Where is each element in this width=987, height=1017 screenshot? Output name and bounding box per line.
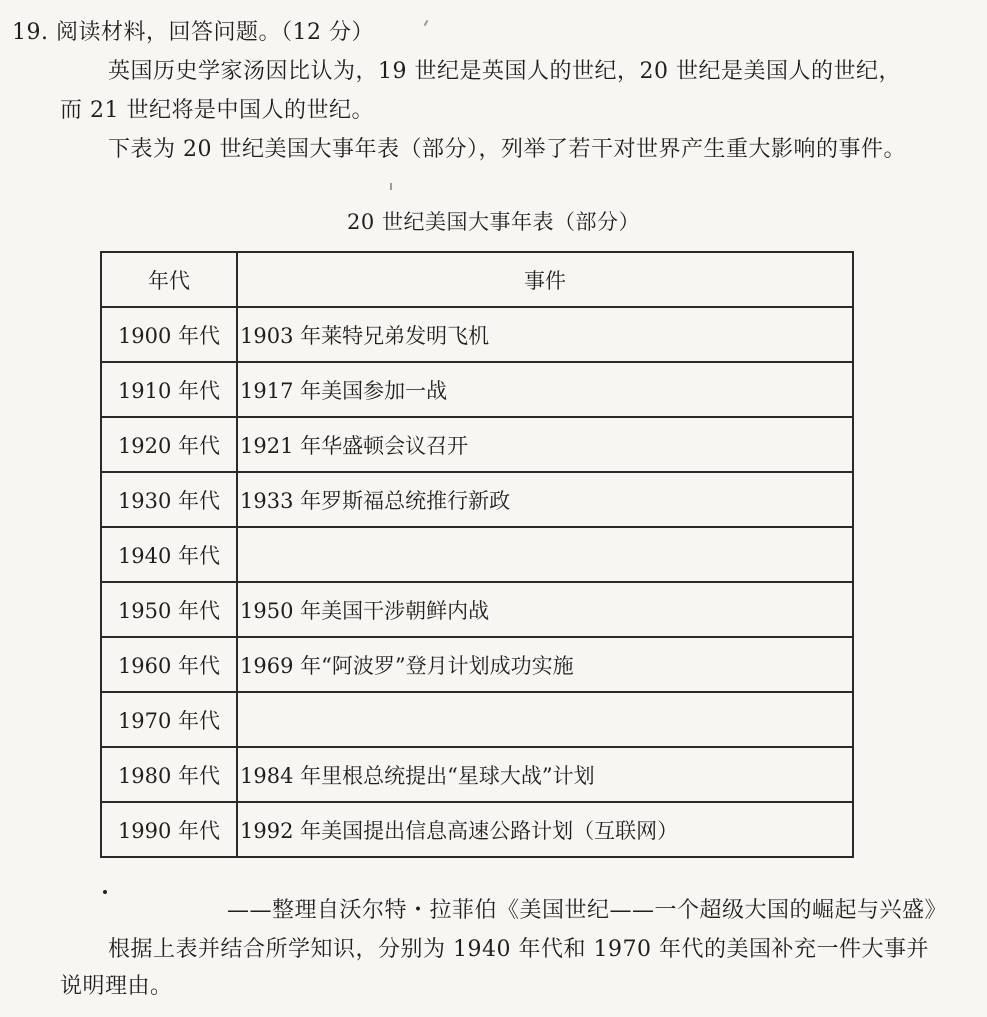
table-row	[101, 747, 853, 802]
event-cell-blank	[237, 692, 853, 747]
scan-speck	[424, 20, 429, 26]
question-prompt-line-1: 根据上表并结合所学知识，分别为 1940 年代和 1970 年代的美国补充一件大事并	[108, 937, 929, 962]
table-row	[101, 307, 853, 362]
event-cell: 1903 年莱特兄弟发明飞机	[237, 307, 853, 362]
material-paragraph-2: 下表为 20 世纪美国大事年表（部分），列举了若干对世界产生重大影响的事件。	[108, 137, 906, 162]
material-paragraph-1-line-1: 英国历史学家汤因比认为，19 世纪是英国人的世纪，20 世纪是美国人的世纪，	[108, 59, 901, 84]
table-row	[101, 527, 853, 582]
decade-cell: 1960 年代	[101, 637, 237, 692]
event-cell: 1933 年罗斯福总统推行新政	[237, 472, 853, 527]
event-cell: 1992 年美国提出信息高速公路计划（互联网）	[237, 802, 853, 857]
event-cell: 1950 年美国干涉朝鲜内战	[237, 582, 853, 637]
event-cell-blank	[237, 527, 853, 582]
table-header-row	[101, 252, 853, 307]
header-decade: 年代	[101, 252, 237, 307]
event-cell: 1917 年美国参加一战	[237, 362, 853, 417]
decade-cell: 1900 年代	[101, 307, 237, 362]
decade-cell: 1990 年代	[101, 802, 237, 857]
event-cell: 1921 年华盛顿会议召开	[237, 417, 853, 472]
scan-speck	[390, 183, 392, 190]
source-citation: ——整理自沃尔特・拉菲伯《美国世纪——一个超级大国的崛起与兴盛》	[226, 898, 947, 923]
table-row	[101, 362, 853, 417]
decade-cell: 1910 年代	[101, 362, 237, 417]
table-row	[101, 582, 853, 637]
table-row	[101, 692, 853, 747]
table-row	[101, 417, 853, 472]
material-paragraph-1-line-2: 而 21 世纪将是中国人的世纪。	[60, 98, 374, 123]
events-table	[100, 251, 854, 858]
bullet-dot	[103, 890, 107, 894]
question-header: 19. 阅读材料，回答问题。（12 分）	[12, 20, 374, 45]
event-cell: 1984 年里根总统提出“星球大战”计划	[237, 747, 853, 802]
header-event: 事件	[237, 252, 853, 307]
table-row	[101, 637, 853, 692]
event-cell: 1969 年“阿波罗”登月计划成功实施	[237, 637, 853, 692]
decade-cell: 1980 年代	[101, 747, 237, 802]
decade-cell: 1970 年代	[101, 692, 237, 747]
decade-cell: 1920 年代	[101, 417, 237, 472]
table-row	[101, 802, 853, 857]
decade-cell: 1950 年代	[101, 582, 237, 637]
question-prompt-line-2: 说明理由。	[60, 974, 173, 999]
table-title: 20 世纪美国大事年表（部分）	[347, 210, 640, 234]
decade-cell: 1940 年代	[101, 527, 237, 582]
table-row	[101, 472, 853, 527]
decade-cell: 1930 年代	[101, 472, 237, 527]
